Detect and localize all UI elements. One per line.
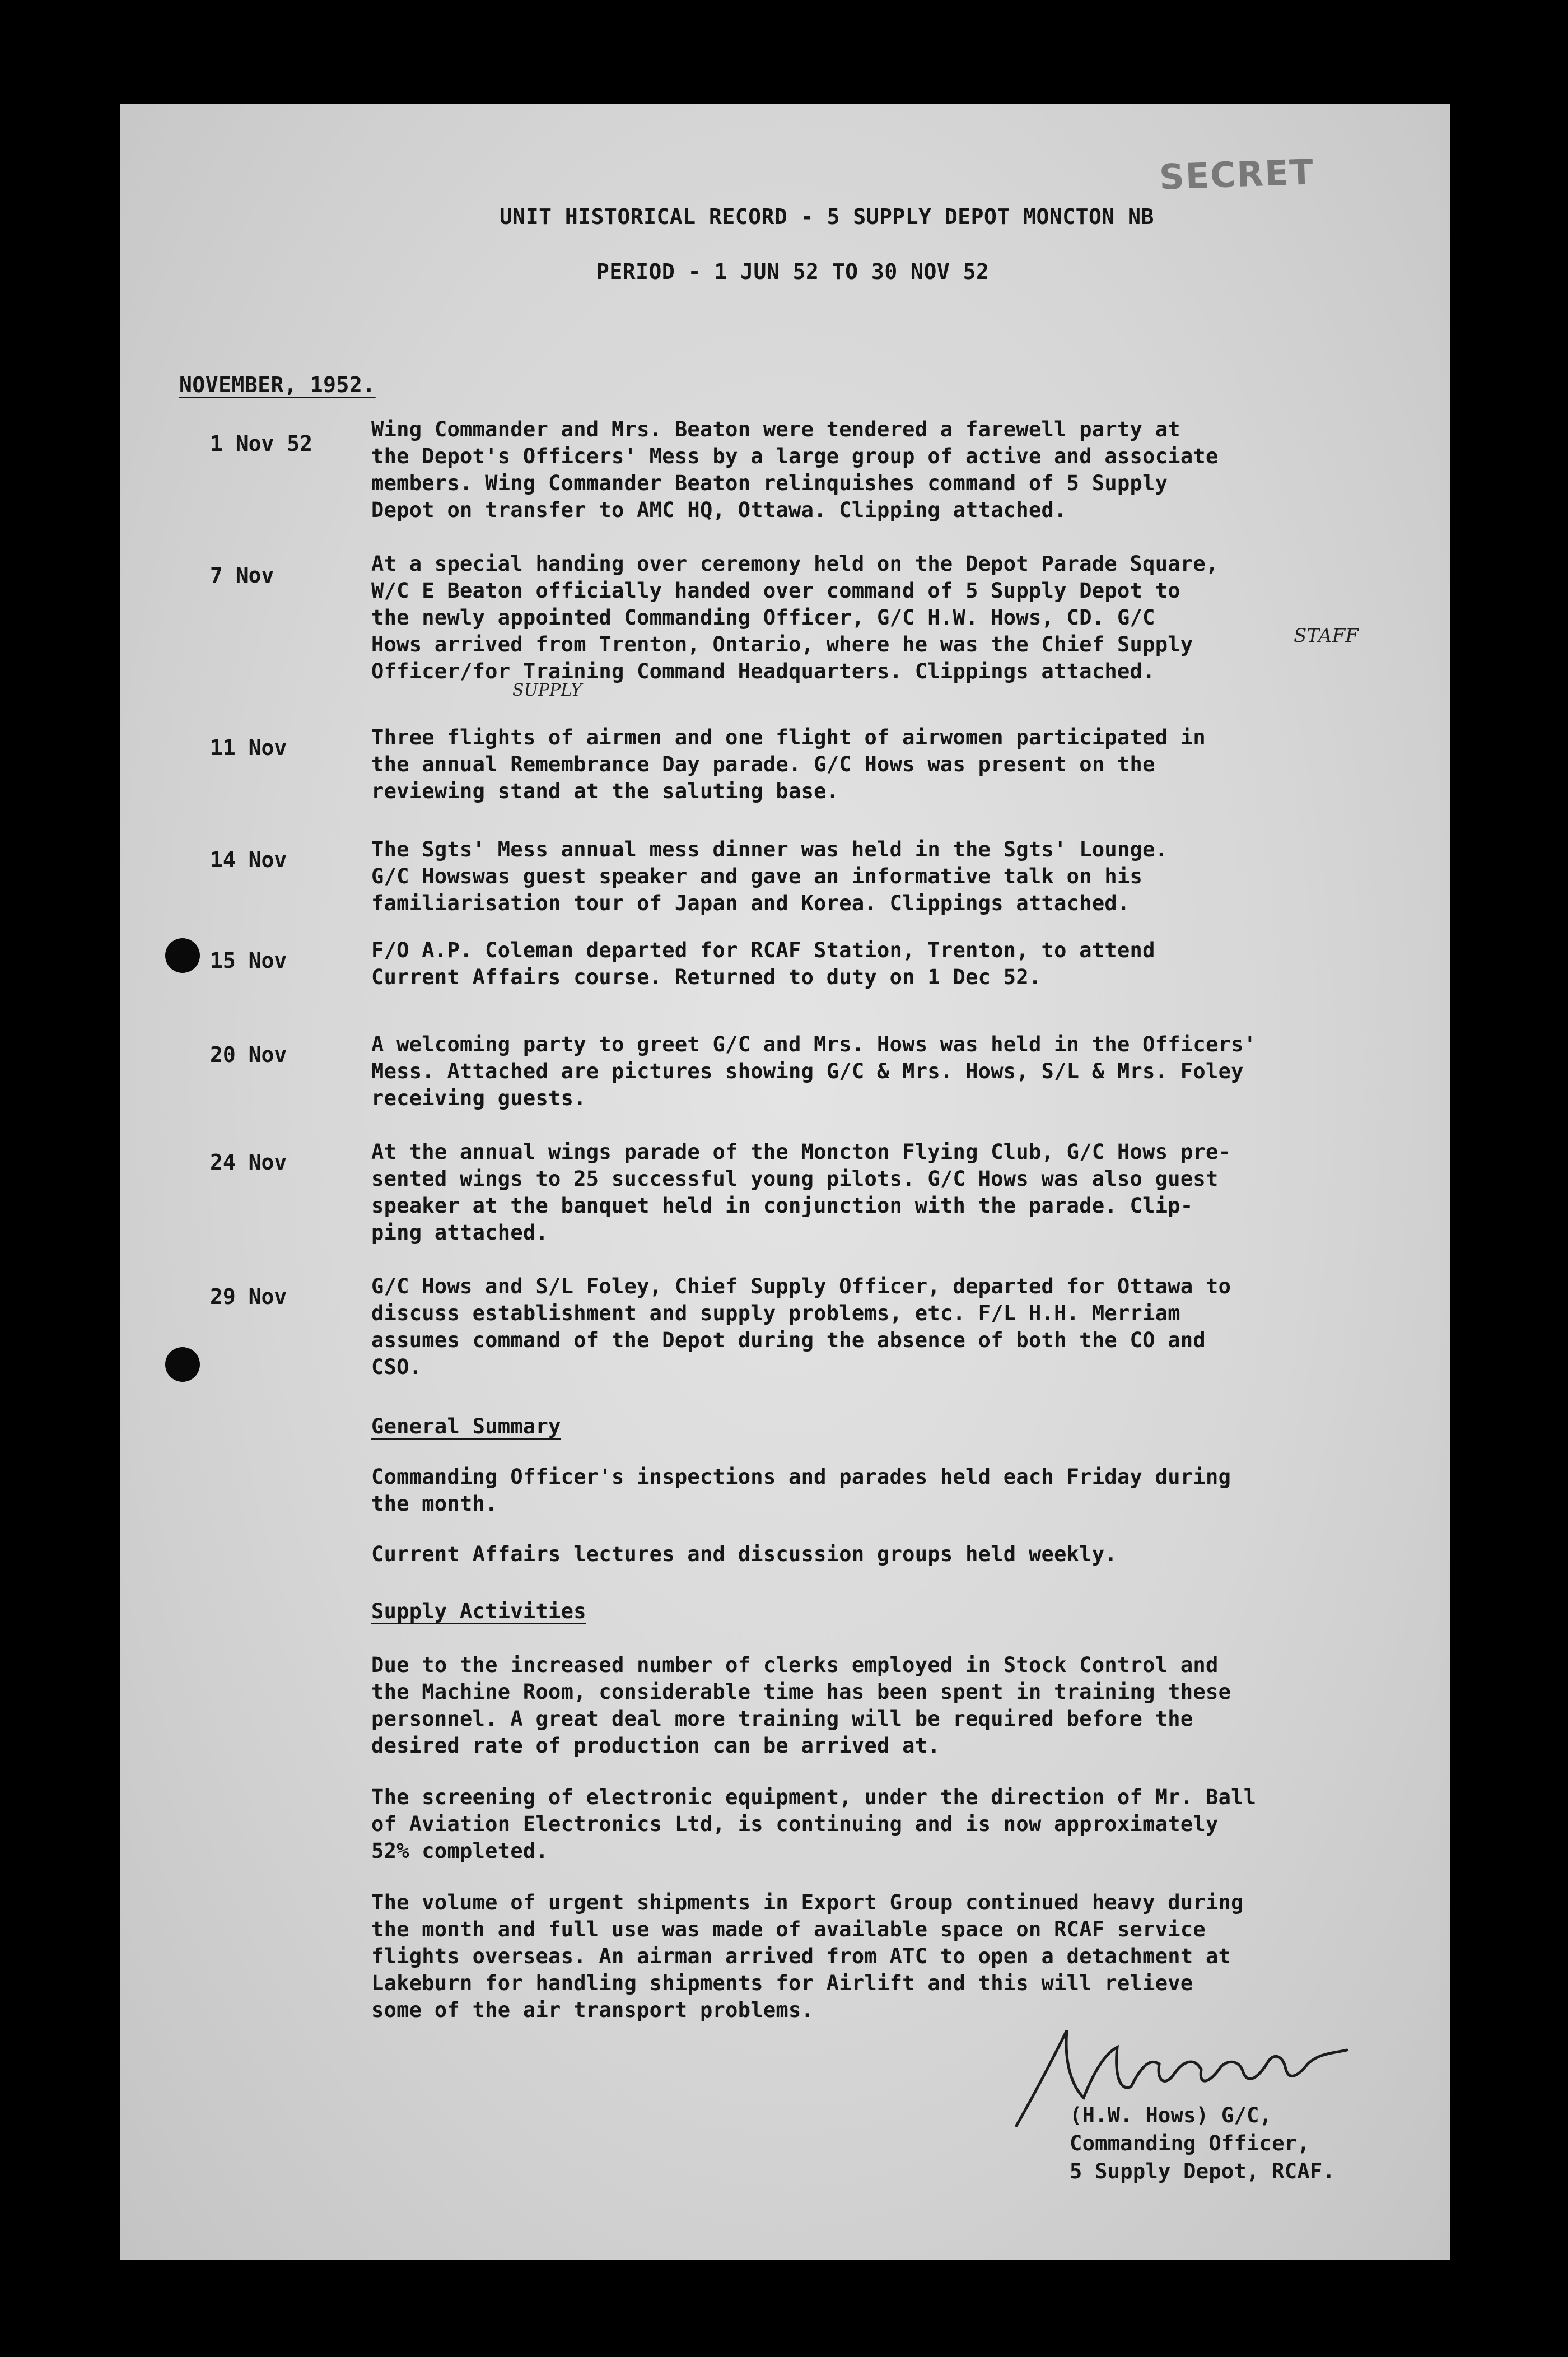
signature-name: (H.W. Hows) G/C, — [1070, 2103, 1272, 2127]
handwritten-supply-note: SUPPLY — [512, 681, 582, 700]
entry-line: Officer/for Training Command Headquarters. Clippings attached. — [371, 659, 1155, 683]
entry-line: the annual Remembrance Day parade. G/C Hows was present on the — [371, 752, 1155, 776]
entry-line: At a special handing over ceremony held on the Depot Parade Square, — [371, 552, 1219, 576]
signature-title: Commanding Officer, — [1070, 2131, 1310, 2155]
section-heading-general-summary: General Summary — [371, 1414, 561, 1438]
paragraph-line: Commanding Officer's inspections and parades held each Friday during — [371, 1465, 1231, 1489]
entry-date: 7 Nov — [210, 563, 274, 588]
paragraph-line: personnel. A great deal more training will be required before the — [371, 1707, 1193, 1731]
entry-line: discuss establishment and supply problems, etc. F/L H.H. Merriam — [371, 1301, 1180, 1325]
paragraph-line: the Machine Room, considerable time has been spent in training these — [371, 1680, 1231, 1704]
entry-date: 15 Nov — [210, 948, 287, 973]
entry-line: the newly appointed Commanding Officer, G/C H.W. Hows, CD. G/C — [371, 605, 1155, 630]
entry-line: Hows arrived from Trenton, Ontario, where he was the Chief Supply — [371, 632, 1193, 656]
paragraph-line: some of the air transport problems. — [371, 1998, 814, 2022]
entry-line: Depot on transfer to AMC HQ, Ottawa. Clipping attached. — [371, 498, 1067, 522]
entry-date: 29 Nov — [210, 1284, 287, 1309]
entry-line: Current Affairs course. Returned to duty on 1 Dec 52. — [371, 965, 1042, 989]
punch-hole — [165, 938, 200, 973]
paragraph-line: flights overseas. An airman arrived from ATC to open a detachment at — [371, 1944, 1231, 1968]
entry-line: Three flights of airmen and one flight of airwomen participated in — [371, 725, 1206, 749]
punch-hole — [165, 1347, 200, 1382]
entry-line: CSO. — [371, 1355, 422, 1379]
secret-stamp: SECRET — [1158, 151, 1315, 198]
handwritten-staff-note: STAFF — [1294, 625, 1359, 647]
entry-line: Mess. Attached are pictures showing G/C & Mrs. Hows, S/L & Mrs. Foley — [371, 1059, 1244, 1083]
entry-line: reviewing stand at the saluting base. — [371, 779, 839, 803]
paragraph-line: Due to the increased number of clerks employed in Stock Control and — [371, 1653, 1219, 1677]
entry-line: At the annual wings parade of the Moncton Flying Club, G/C Hows pre- — [371, 1140, 1231, 1164]
paragraph-line: desired rate of production can be arrived at. — [371, 1734, 940, 1758]
entry-date: 1 Nov 52 — [210, 431, 313, 456]
entry-line: members. Wing Commander Beaton relinquishes command of 5 Supply — [371, 471, 1168, 495]
record-period: PERIOD - 1 JUN 52 TO 30 NOV 52 — [596, 259, 990, 284]
entry-line: Wing Commander and Mrs. Beaton were tendered a farewell party at — [371, 417, 1180, 441]
document-page — [120, 104, 1450, 2260]
paragraph-line: 52% completed. — [371, 1839, 549, 1863]
month-heading: NOVEMBER, 1952. — [179, 372, 376, 397]
entry-line: W/C E Beaton officially handed over command of 5 Supply Depot to — [371, 579, 1180, 603]
paragraph-line: The screening of electronic equipment, under the direction of Mr. Ball — [371, 1785, 1257, 1809]
entry-line: receiving guests. — [371, 1086, 586, 1110]
entry-line: sented wings to 25 successful young pilots. G/C Hows was also guest — [371, 1167, 1219, 1191]
paragraph-line: of Aviation Electronics Ltd, is continuing and is now approximately — [371, 1812, 1219, 1836]
entry-line: the Depot's Officers' Mess by a large group of active and associate — [371, 444, 1219, 468]
entry-line: assumes command of the Depot during the absence of both the CO and — [371, 1328, 1206, 1352]
paragraph-line: the month. — [371, 1492, 498, 1516]
paragraph-line: Current Affairs lectures and discussion groups held weekly. — [371, 1542, 1117, 1566]
entry-date: 14 Nov — [210, 847, 287, 872]
entry-line: familiarisation tour of Japan and Korea. Clippings attached. — [371, 891, 1130, 915]
entry-line: A welcoming party to greet G/C and Mrs. Hows was held in the Officers' — [371, 1032, 1257, 1056]
record-title: UNIT HISTORICAL RECORD - 5 SUPPLY DEPOT MONCTON NB — [500, 204, 1154, 229]
entry-line: The Sgts' Mess annual mess dinner was held in the Sgts' Lounge. — [371, 837, 1168, 861]
entry-line: G/C Hows and S/L Foley, Chief Supply Officer, departed for Ottawa to — [371, 1274, 1231, 1298]
entry-date: 11 Nov — [210, 735, 287, 760]
section-heading-supply-activities: Supply Activities — [371, 1599, 586, 1623]
paragraph-line: The volume of urgent shipments in Export Group continued heavy during — [371, 1890, 1244, 1915]
paragraph-line: Lakeburn for handling shipments for Airlift and this will relieve — [371, 1971, 1193, 1995]
entry-date: 20 Nov — [210, 1042, 287, 1067]
entry-line: F/O A.P. Coleman departed for RCAF Station, Trenton, to attend — [371, 938, 1155, 962]
entry-line: speaker at the banquet held in conjunction with the parade. Clip- — [371, 1194, 1193, 1218]
paragraph-line: the month and full use was made of available space on RCAF service — [371, 1917, 1206, 1941]
entry-date: 24 Nov — [210, 1150, 287, 1175]
entry-line: ping attached. — [371, 1221, 549, 1245]
signature-unit: 5 Supply Depot, RCAF. — [1070, 2159, 1336, 2183]
entry-line: G/C Howswas guest speaker and gave an informative talk on his — [371, 864, 1143, 888]
